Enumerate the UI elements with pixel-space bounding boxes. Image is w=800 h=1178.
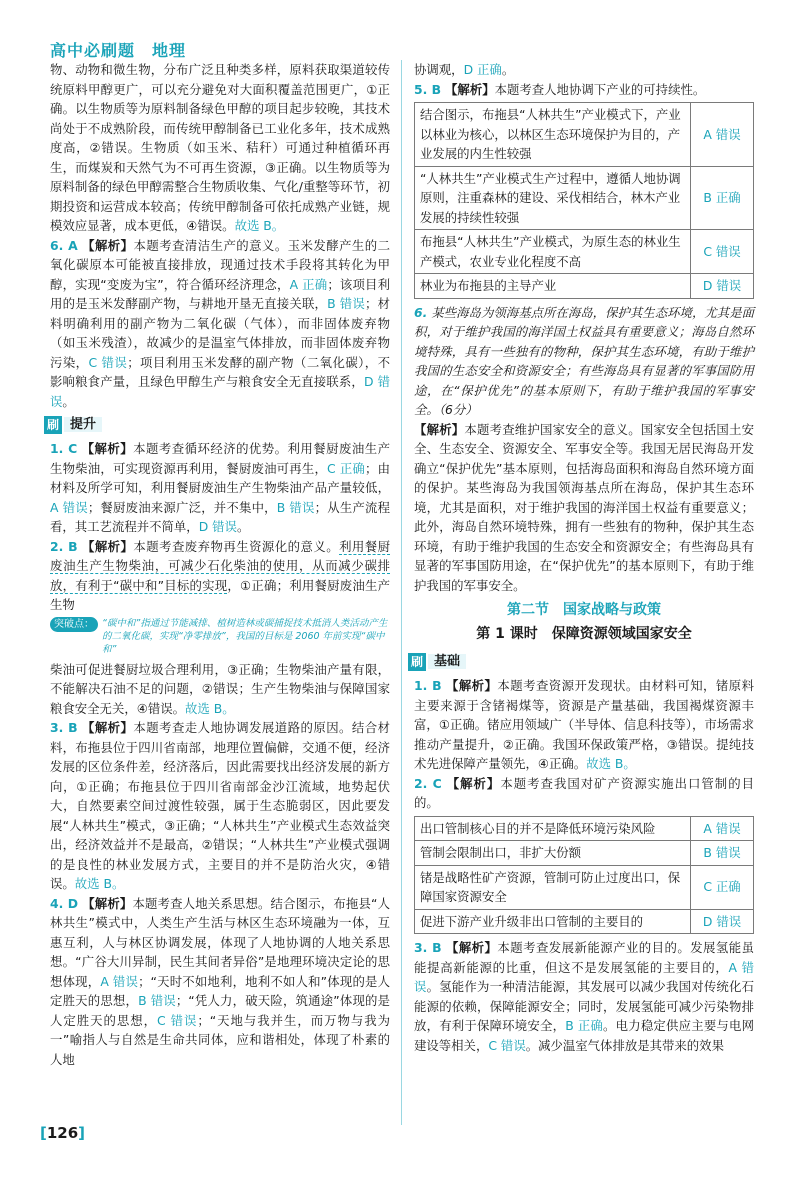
right-column	[410, 60, 755, 1055]
question-number: 6. A	[50, 237, 78, 253]
table-row: 结合图示，布拖县“人林共生”产业模式下，产业以林业为核心，以林区生态环境保护为目的，产业发展的内生性较强 A 错误	[415, 103, 754, 167]
basic-question-2: 2. C 【解析】本题考查我国对矿产资源实施出口管制的目的。	[414, 775, 754, 810]
section-tag-basic: 刷 基础	[408, 652, 466, 672]
section-tag-improve: 刷 提升	[44, 415, 102, 435]
improve-question-6-explanation: 【解析】本题考查维护国家安全的意义。国家安全包括国土安全、生态安全、资源安全、军事安全等。我国无居民海岛开发确立“保护优先”基本原则，包括海岛面积和海岛自然环境方面的保护。某些海岛为我国领海基点所在海岛，保护其生态环境，尤其是面积，对于维护我国的海洋国土权益有重要意义；此外，海岛自然环境特殊，拥有一些独有的物种，保护其生态环境，有助于维护我国的生态安全和资源安全；有些海岛具有显著的军事国防用途，在“保护优先”的基本原则下，有助于维护我国的军事安全。	[414, 421, 755, 593]
improve-question-1: 1. C 【解析】本题考查循环经济的优势。利用餐厨废油生产生物柴油，可实现资源再利用，餐厨废油可再生，C 正确；由材料及所学可知，利用餐厨废油生产生物柴油产品产量较低，A 错误；餐厨废油来源广泛，并不集中，B 错误；从生产流程看，其工艺流程并不简单，D 错误。	[50, 441, 391, 534]
question-2-options-table	[414, 816, 754, 935]
section-title: 第二节 国家战略与政策	[507, 602, 661, 618]
tip-badge: 突破点：	[50, 617, 98, 632]
answer-mark: 故选 B。	[234, 218, 285, 233]
improve-question-6-answer: 6. 某些海岛为领海基点所在海岛，保护其生态环境，尤其是面积，对于维护我国的海洋国土权益具有重要意义；海岛自然环境特殊，具有一些独有的物种，保护其生态环境，有助于维护我国的生态安全和资源安全；有些海岛具有显著的军事国防用途，在“保护优先”的基本原则下，有助于维护我国的军事安全。（6分）	[414, 304, 754, 417]
table-row: “人林共生”产业模式生产过程中，遵循人地协调原则，注重森林的建设、采伐相结合，林木产业发展的持续性较强 B 正确	[415, 166, 754, 230]
page-header-title: 高中必刷题 地理	[50, 41, 187, 60]
improve-question-5: 5. B 【解析】本题考查人地协调下产业的可持续性。	[414, 81, 706, 97]
table-row: 促进下游产业升级非出口管制的主要目的 D 错误	[415, 909, 754, 934]
improve-question-2: 2. B 【解析】本题考查废弃物再生资源化的意义。利用餐厨废油生产生物柴油，可减少石化柴油的使用，从而减少碳排放，有利于“碳中和”目标的实现，①正确；利用餐厨废油生产生物	[50, 538, 391, 612]
brush-icon: 刷	[44, 416, 62, 434]
left-column	[46, 60, 391, 1069]
question-6-explanation: 6. A 【解析】本题考查清洁生产的意义。玉米发酵产生的二氧化碳原本可能被直接排放，现通过技术手段将其转化为甲醇，实现“变废为宝”，符合循环经济理念，A 正确；该项目利用的是玉米发酵副产物，与耕地开垦无直接关联，B 错误；材料明确利用的副产物为二氧化碳（气体），而非固体废弃物（如玉米残渣），故减少的是温室气体排放，而非固体废弃物污染，C 错误；项目利用玉米发酵的副产物（二氧化碳），不影响粮食产量，且绿色甲醇生产与粮食安全无直接联系，D 错误。	[50, 237, 391, 409]
underlined-key-point: 利用餐厨废油生产生物柴油，可减少石化柴油的使用，从而减少碳排放，有利于“碳中和”目标的实现	[50, 538, 391, 593]
basic-question-3: 3. B 【解析】本题考查发展新能源产业的目的。发展氢能虽能提高新能源的比重，但这不是发展氢能的主要目的，A 错误。氢能作为一种清洁能源，其发展可以减少我国对传统化石能源的依赖，保障能源安全；同时，发展氢能可减少污染物排放，有利于保障环境安全，B 正确。电力稳定供应主要与电网建设等相关，C 错误。减少温室气体排放是其带来的效果	[414, 940, 755, 1053]
intro-paragraph: 物、动物和微生物，分布广泛且种类多样，原料获取渠道较传统原料甲醇更广，可以充分避免对大面积覆盖范围更广，①正确。以生物质等为原料制备绿色甲醇的项目起步较晚，其技术尚处于不成熟阶段，而传统甲醇制备已工业化多年，技术成熟度高，②错误。生物质（如玉米、秸秆）可通过种植循环再生，而煤炭和天然气为不可再生资源，③正确。以生物质等为原料制备的绿色甲醇需整合生物质收集、气化/重整等环节，初期投资和运营成本较高；传统甲醇制备可依托成熟产业链，规模效应显著，成本更低，④错误。故选 B。	[50, 62, 390, 233]
brush-icon: 刷	[408, 653, 426, 671]
table-row: 出口管制核心目的并不是降低环境污染风险 A 错误	[415, 816, 754, 841]
table-row: 林业为布拖县的主导产业 D 错误	[415, 274, 754, 299]
question-5-options-table	[414, 102, 754, 299]
tip-text: “碳中和”指通过节能减排、植树造林或碳捕捉技术抵消人类活动产生的二氧化碳，实现“净零排放”，我国的目标是 2060 年前实现“碳中和”	[102, 617, 388, 655]
improve-question-3: 3. B 【解析】本题考查走人地协调发展道路的原因。结合材料，布拖县位于四川省南部，地理位置偏僻，交通不便，经济发展的区位条件差，经济落后，因此需要找出经济发展的新方向，①正确；布拖县位于四川省南部金沙江流域，地势起伏大，自然要素空间过渡性较强，属于生态脆弱区，因此要发展“人林共生”模式，③正确；“人林共生”产业模式生态效益突出，经济效益并不是最高，②错误；“人林共生”产业模式强调的是良性的林业发展方式，主要目的并不是防治火灾，④错误。故选 B。	[50, 720, 391, 891]
table-row: 锗是战略性矿产资源，管制可防止过度出口，保障国家资源安全 C 正确	[415, 865, 754, 909]
table-row: 管制会限制出口，非扩大份额 B 错误	[415, 841, 754, 866]
improve-question-2-cont: 柴油可促进餐厨垃圾合理利用，③正确；生物柴油产量有限，不能解决石油不足的问题，②错误；生产生物柴油与保障国家粮食安全无关，④错误。故选 B。	[50, 661, 390, 716]
table-row: 布拖县“人林共生”产业模式，为原生态的林业生产模式，农业专业化程度不高 C 错误	[415, 230, 754, 274]
page-number: [126]	[40, 1124, 86, 1142]
lesson-title: 第 1 课时 保障资源领域国家安全	[476, 625, 692, 642]
breakthrough-tip	[50, 617, 390, 656]
basic-question-1: 1. B 【解析】本题考查资源开发现状。由材料可知，锗原料主要来源于含锗褐煤等，资源是产量基础，我国褐煤资源丰富，①正确。锗应用领域广（半导体、信息科技等），市场需求推动产量提升，②正确。我国环保政策严格，③错误。提纯技术先进保障产量领先，④正确。故选 B。	[414, 678, 755, 771]
column-divider	[401, 60, 402, 1125]
improve-question-4: 4. D 【解析】本题考查人地关系思想。结合图示，布拖县“人林共生”模式中，人类生产生活与林区生态环境融为一体，互惠互利，人与林区协调发展，体现了人地协调的人地关系思想。“广谷大川异制，民生其间者异俗”是地理环境决定论的思想体现，A 错误；“天时不如地利，地利不如人和”体现的是人定胜天的思想，B 错误；“凭人力，破天险，筑通途”体现的是人定胜天的思想，C 错误；“天地与我并生，而万物与我为一”喻指人与自然是生命共同体，应和谐相处，体现了朴素的人地	[50, 895, 391, 1067]
continued-paragraph: 协调观，D 正确。	[414, 62, 515, 77]
